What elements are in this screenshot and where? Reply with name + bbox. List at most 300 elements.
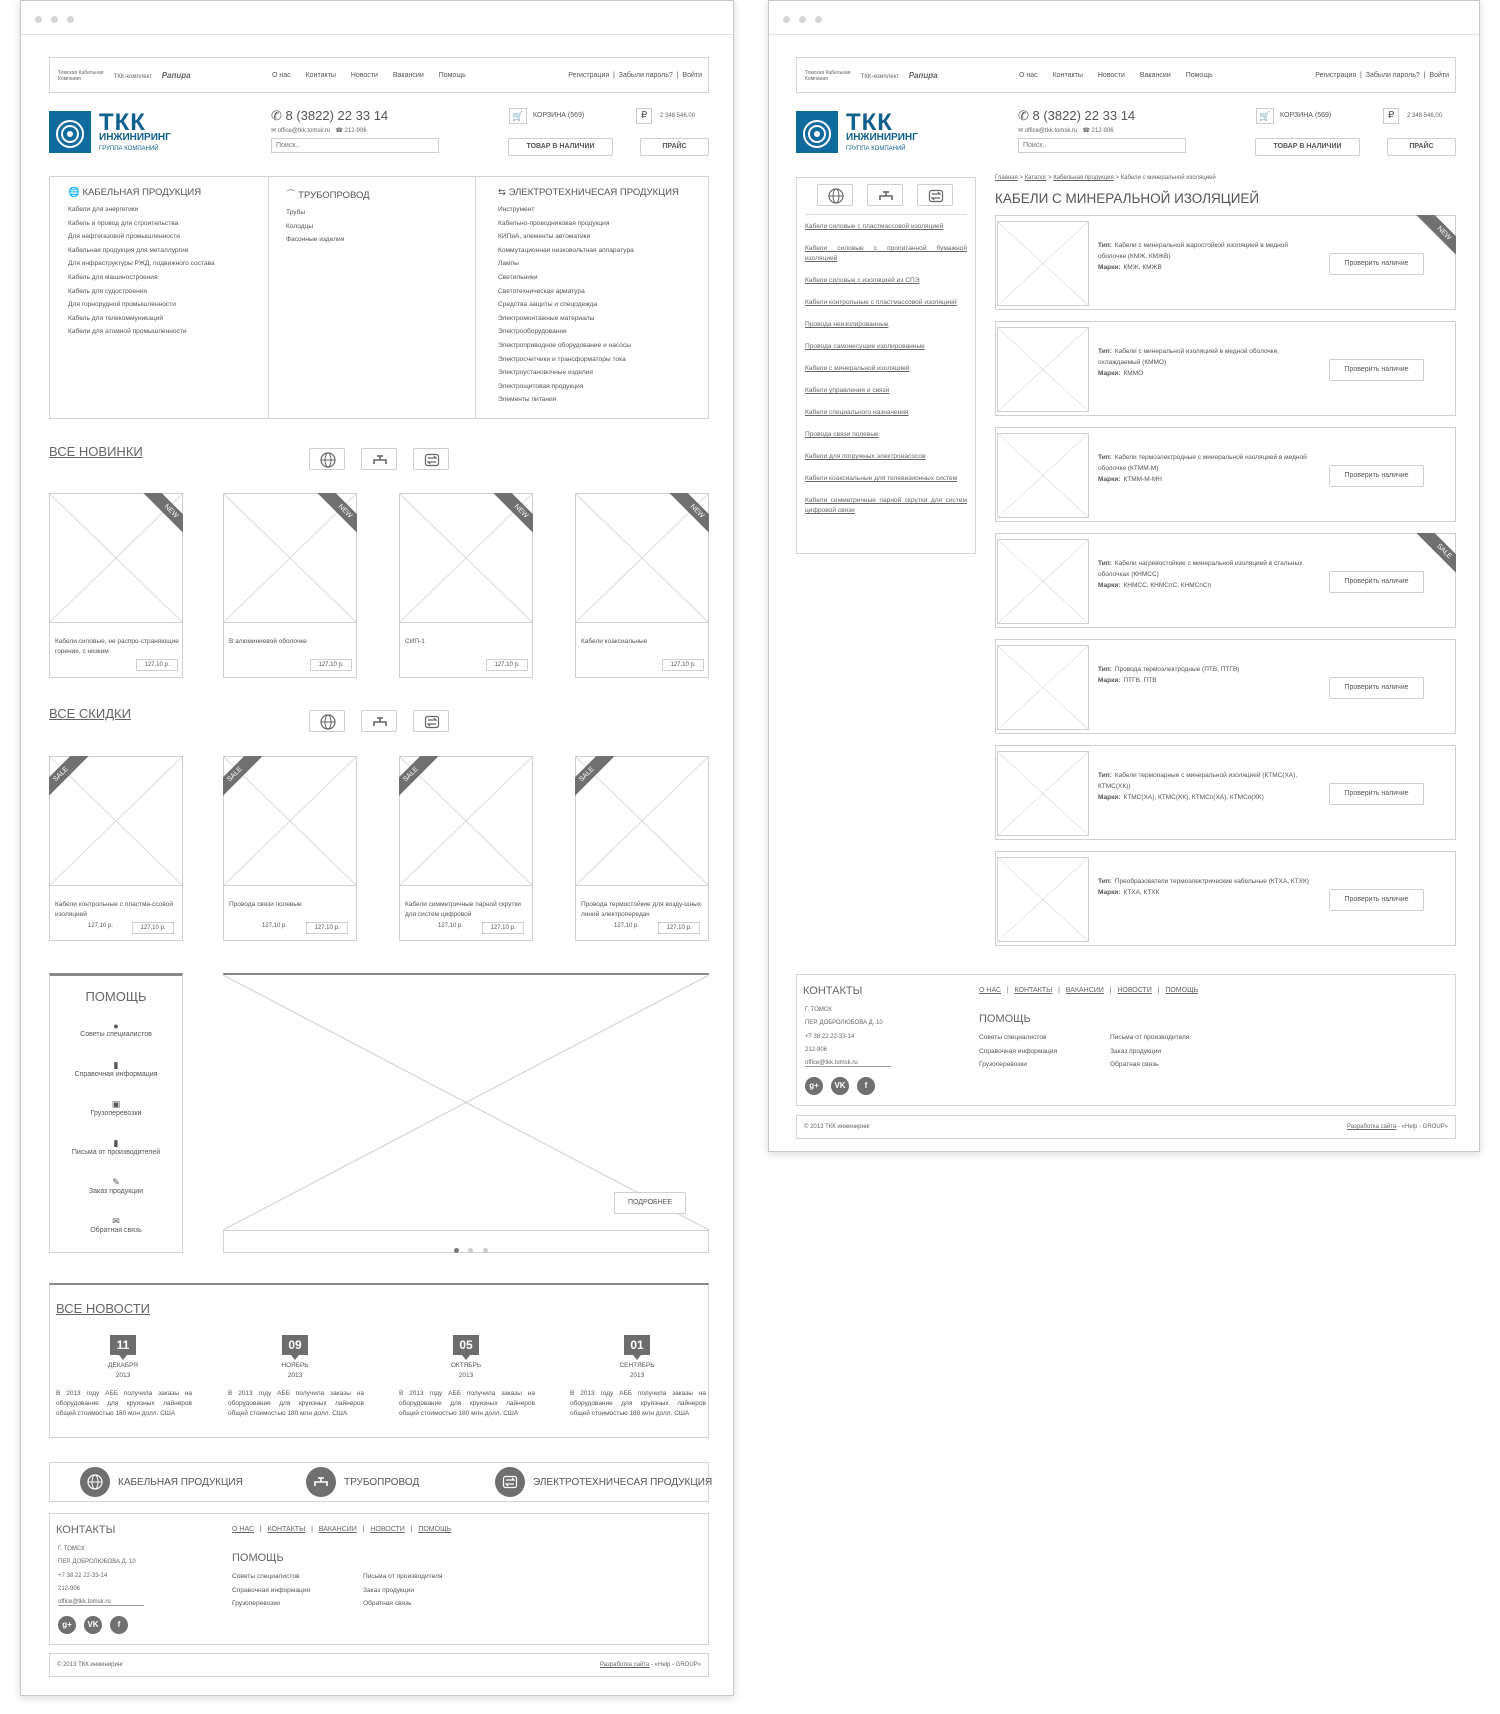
catalog-link[interactable]: Кабельная продукция для металлургии	[68, 246, 189, 254]
check-availability-button[interactable]: Проверить наличие	[1329, 253, 1424, 275]
catalog-link[interactable]: Для горнорудной промышленности	[68, 301, 176, 309]
auth-links: Регистрация | Забыли пароль? | Войти	[568, 72, 702, 79]
catalog-product-card[interactable]	[995, 533, 1456, 628]
new-ribbon	[307, 493, 357, 543]
catalog-link[interactable]: Фасонные изделия	[286, 236, 345, 244]
product-name: В алюминиевой оболочке	[229, 638, 307, 645]
banner-slider	[223, 973, 709, 1253]
catalog-link[interactable]: Для инфраструктуры РЖД, подвижного состава	[68, 260, 215, 268]
footer-email[interactable]: office@tkk.tomsk.ru	[805, 1060, 891, 1067]
news-month: СЕНТЯБРЬ	[619, 1362, 655, 1369]
news-month: ОКТЯБРЬ	[450, 1362, 482, 1369]
footer-nav-vacancies[interactable]: ВАКАНСИИ	[318, 1526, 357, 1533]
footer-help-link[interactable]: Справочная информация	[232, 1586, 311, 1594]
catalog-pipe-list	[286, 206, 370, 247]
slider-dot[interactable]	[483, 1248, 488, 1253]
product-old-price: 127,10 р.	[262, 923, 288, 929]
catalog-electro-column	[498, 187, 679, 407]
catalog-link[interactable]: Коммутационная низковольтная аппаратура	[498, 246, 634, 254]
globe-icon	[320, 714, 336, 730]
footer-city: Г. ТОМСК	[805, 1007, 832, 1013]
check-availability-button[interactable]: Проверить наличие	[1329, 677, 1424, 699]
check-availability-button[interactable]: Проверить наличие	[1329, 465, 1424, 487]
new-ribbon-label: NEW	[664, 493, 709, 543]
in-stock-button[interactable]: ТОВАР В НАЛИЧИИ	[508, 138, 613, 156]
catalog-link[interactable]: Трубы	[286, 209, 306, 216]
partner-logo-rapira[interactable]: Рапира	[908, 70, 938, 80]
type-label: Тип:	[1098, 242, 1112, 249]
phone-icon: ☎	[1082, 128, 1090, 134]
footer-email[interactable]: office@tkk.tomsk.ru	[58, 1599, 144, 1606]
footer-nav-contacts[interactable]: КОНТАКТЫ	[267, 1526, 306, 1533]
product-type	[1098, 558, 1313, 580]
footer-help-col1	[979, 1031, 1057, 1072]
electro-category-icon[interactable]	[495, 1467, 525, 1497]
footer-nav-news[interactable]: НОВОСТИ	[1117, 987, 1152, 994]
vk-icon[interactable]: VK	[84, 1616, 102, 1634]
news-date-badge[interactable]: 05	[453, 1335, 479, 1355]
check-availability-button[interactable]: Проверить наличие	[1329, 571, 1424, 593]
logo-icon	[796, 111, 838, 153]
phone-icon: ☎	[335, 128, 343, 134]
catalog-link[interactable]: Средства защиты и спецодежда	[498, 301, 598, 309]
sale-ribbon	[223, 756, 273, 806]
product-card[interactable]	[49, 756, 183, 941]
product-image	[997, 857, 1089, 942]
home-page-window	[20, 0, 734, 1696]
product-image	[997, 539, 1089, 624]
nav-news[interactable]: Новости	[1097, 72, 1125, 79]
type-label: Тип:	[1098, 878, 1112, 885]
developer-link[interactable]: Разработка сайта	[1346, 1124, 1397, 1130]
sidebar-link[interactable]: Провода связи полевые	[805, 431, 879, 438]
help-item-shipping[interactable]: ▣ Грузоперевозки	[50, 1099, 182, 1138]
slider-dot-active[interactable]	[454, 1248, 459, 1253]
window-dot	[35, 16, 42, 23]
product-marks	[1098, 474, 1313, 485]
catalog-product-card[interactable]	[995, 427, 1456, 522]
product-image	[997, 645, 1089, 730]
news-date-badge[interactable]: 01	[624, 1335, 650, 1355]
sidebar-link[interactable]: Кабели силовые с изоляцией из СПЭ	[805, 277, 920, 284]
type-value: Преобразователи термоэлектрические кабельные (КТХА, КТХК)	[1114, 878, 1309, 885]
nav-contacts[interactable]: Контакты	[1052, 72, 1083, 79]
news-title[interactable]: ВСЕ НОВОСТИ	[56, 1301, 151, 1316]
product-description	[1098, 876, 1313, 898]
nav-about[interactable]: О нас	[1019, 72, 1038, 79]
breadcrumb-home[interactable]: Главная	[995, 175, 1018, 181]
catalog-link[interactable]: Кабельно-проводниковая продукция	[498, 219, 610, 227]
footer-help-link[interactable]: Советы специалистов	[979, 1034, 1047, 1041]
product-old-price: 127,10 р.	[88, 923, 114, 929]
facebook-icon[interactable]: f	[857, 1077, 875, 1095]
banner-more-button[interactable]: ПОДРОБНЕЕ	[614, 1192, 686, 1214]
nav-contacts[interactable]: Контакты	[305, 72, 336, 79]
help-item-order[interactable]: ✎ Заказ продукции	[50, 1177, 182, 1216]
catalog-pipe-title[interactable]: ⌒ ТРУБОПРОВОД	[286, 190, 370, 201]
ruble-icon: ₽	[636, 108, 652, 124]
footer-help-link[interactable]: Грузоперевозки	[232, 1600, 280, 1608]
footer-help-col2	[1110, 1031, 1189, 1072]
footer-help-link[interactable]: Советы специалистов	[232, 1573, 300, 1580]
product-card[interactable]	[575, 756, 709, 941]
partner-logo-tkk[interactable]: Томская Кабельная Компания	[805, 70, 851, 82]
cart-icon: 🛒	[1256, 108, 1274, 124]
filter-tab-pipe[interactable]	[361, 448, 397, 470]
footer-help-link[interactable]: Письма от производителя	[363, 1573, 443, 1580]
product-card[interactable]	[399, 756, 533, 941]
product-type	[1098, 346, 1313, 368]
filter-tab-electro[interactable]	[413, 448, 449, 470]
product-name: Кабели симметричные парной скрутки для систем цифровой	[405, 901, 521, 918]
category-row	[49, 1462, 713, 1502]
new-ribbon	[659, 493, 709, 543]
marks-label: Марки:	[1098, 677, 1121, 684]
catalog-divider	[475, 177, 476, 418]
search-input[interactable]	[1018, 138, 1186, 153]
catalog-link[interactable]: Инструмент	[498, 206, 535, 213]
news-month: НОЯБРЬ	[281, 1362, 309, 1369]
price-list-button[interactable]: ПРАЙС	[640, 138, 709, 156]
footer-nav-about[interactable]: О НАС	[979, 987, 1002, 994]
footer-nav-help[interactable]: ПОМОЩЬ	[1165, 987, 1199, 994]
catalog-link[interactable]: Электромонтажные материалы	[498, 314, 595, 322]
catalog-link[interactable]: Элементы питания	[498, 396, 557, 404]
marks-label: Марки:	[1098, 794, 1121, 801]
check-availability-button[interactable]: Проверить наличие	[1329, 783, 1424, 805]
breadcrumb: Главная > Каталог > Кабельная продукция > Кабели с минеральной изоляцией	[995, 175, 1216, 181]
marks-value: КММО	[1123, 370, 1144, 377]
catalog-divider	[268, 177, 269, 418]
cable-category-label[interactable]: КАБЕЛЬНАЯ ПРОДУКЦИЯ	[118, 1477, 243, 1488]
type-value: Кабели термопарные с минеральной изоляцией (КТМС(ХА), КТМС(ХК))	[1098, 772, 1298, 790]
nav-news[interactable]: Новости	[350, 72, 378, 79]
catalog-link[interactable]: Кабели для атомной промышленности	[68, 328, 187, 336]
nav-vacancies[interactable]: Вакансии	[1139, 72, 1171, 79]
product-name: Кабели силовые, не распро-страняющие горение, с низким	[55, 638, 179, 655]
product-type	[1098, 664, 1313, 675]
product-card[interactable]	[223, 756, 357, 941]
speech-icon: ●	[113, 1021, 119, 1031]
nav-help[interactable]: Помощь	[1185, 72, 1213, 79]
footer-nav-about[interactable]: О НАС	[232, 1526, 255, 1533]
catalog-link[interactable]: Кабель и провод для строительства	[68, 219, 179, 227]
partner-logo-tkk-komplekt[interactable]: ТКК-комплект	[113, 73, 153, 80]
catalog-link[interactable]: Светотехническая арматура	[498, 287, 585, 295]
news-year: 2013	[629, 1372, 645, 1379]
globe-icon: 🌐	[68, 187, 80, 198]
forgot-password-link[interactable]: Забыли пароль?	[1365, 72, 1420, 79]
sidebar-link[interactable]: Кабели силовые с пластмассовой изоляцией	[805, 223, 944, 230]
filter-tab-electro[interactable]	[413, 710, 449, 732]
brand-sub: ИНЖИНИРИНГ	[99, 132, 171, 143]
catalog-cable-title[interactable]: 🌐 КАБЕЛЬНАЯ ПРОДУКЦИЯ	[68, 187, 202, 198]
switch-icon	[502, 1474, 518, 1490]
sidebar-link[interactable]: Кабели специального назначения	[805, 409, 909, 416]
catalog-link[interactable]: Кабель для судостроения	[68, 287, 147, 295]
login-link[interactable]: Войти	[1429, 72, 1449, 79]
balance-value: 2 348 546,00	[660, 113, 696, 119]
catalog-link[interactable]: КИПиА, элементы автоматики	[498, 233, 591, 241]
product-card[interactable]	[575, 493, 709, 678]
google-plus-icon[interactable]: g+	[58, 1616, 76, 1634]
marks-value: КТМС(ХА), КТМС(ХК), КТМСп(ХА), КТМСп(ХК)	[1123, 794, 1264, 801]
new-section-title[interactable]: ВСЕ НОВИНКИ	[49, 444, 143, 459]
product-description	[1098, 558, 1313, 591]
sidebar-tab-cable[interactable]	[817, 184, 853, 206]
footer-help-link[interactable]: Справочная информация	[979, 1047, 1058, 1055]
sidebar-link[interactable]: Кабели силовые с пропитанной бумажной изоляцией	[805, 245, 967, 262]
sidebar-link[interactable]: Кабели для погружных электронасосов	[805, 453, 926, 460]
developer-credit: Разработка сайта - «Help - GROUP»	[599, 1662, 701, 1668]
login-link[interactable]: Войти	[682, 72, 702, 79]
switch-icon: ⇆	[498, 187, 506, 198]
catalog-link[interactable]: Электроустановочные изделия	[498, 369, 593, 377]
news-year: 2013	[458, 1372, 474, 1379]
catalog-link[interactable]: Для нефтегазовой промышленности	[68, 233, 180, 241]
marks-value: ПТГВ, ПТВ	[1123, 677, 1157, 684]
catalog-link[interactable]: Электрощитовая продукция	[498, 382, 584, 390]
catalog-sidebar	[796, 177, 976, 554]
type-label: Тип:	[1098, 666, 1112, 673]
footer-help-link[interactable]: Заказ продукции	[363, 1586, 415, 1594]
product-description	[1098, 664, 1313, 686]
product-price: 127,10 р.	[310, 659, 352, 671]
catalog-cable-column	[68, 187, 215, 339]
help-item-feedback[interactable]: ✉ Обратная связь	[50, 1216, 182, 1255]
product-type	[1098, 876, 1313, 887]
phone: ✆ 8 (3822) 22 33 14	[1018, 108, 1136, 123]
book-icon: ▮	[113, 1060, 119, 1070]
type-value: Кабели с минеральной жаростойкой изоляцией в медной оболочке (КМЖ, КМЖВ)	[1098, 242, 1289, 260]
price-list-button[interactable]: ПРАЙС	[1387, 138, 1456, 156]
catalog-link[interactable]: Электросчетчики и трансформаторы тока	[498, 355, 626, 363]
product-name: Провода термостойкие для возду-шных линий электропередач	[581, 901, 702, 918]
electro-category-label[interactable]: ЭЛЕКТРОТЕХНИЧЕСАЯ ПРОДУКЦИЯ	[533, 1477, 713, 1488]
faucet-icon	[313, 1474, 329, 1490]
product-marks	[1098, 580, 1313, 591]
partner-logos	[805, 70, 975, 84]
sale-ribbon	[49, 756, 99, 806]
slider-dots	[454, 1240, 488, 1258]
header-ext: 212-906	[344, 128, 367, 134]
product-card[interactable]	[399, 493, 533, 678]
product-card[interactable]	[49, 493, 183, 678]
sidebar-link[interactable]: Кабели симметричные парной скрутки для систем цифровой связи	[805, 497, 967, 514]
faucet-icon: ⌒	[286, 190, 296, 201]
sidebar-tab-pipe[interactable]	[867, 184, 903, 206]
developer-link[interactable]: Разработка сайта	[599, 1662, 650, 1668]
sidebar-link[interactable]: Кабели коаксиальные для телевизионных систем	[805, 475, 958, 482]
in-stock-button[interactable]: ТОВАР В НАЛИЧИИ	[1255, 138, 1360, 156]
breadcrumb-cable[interactable]: Кабельная продукция	[1053, 175, 1114, 181]
search-input[interactable]	[271, 138, 439, 153]
catalog-product-card[interactable]	[995, 745, 1456, 840]
logo-icon	[49, 111, 91, 153]
product-type	[1098, 770, 1313, 792]
sidebar-link[interactable]: Провода неизолированные	[805, 321, 889, 328]
type-label: Тип:	[1098, 348, 1112, 355]
product-marks	[1098, 887, 1313, 898]
cart-icon: 🛒	[509, 108, 527, 124]
switch-icon	[424, 714, 440, 730]
footer	[796, 974, 1456, 1106]
type-value: Провода термоэлектродные (ПТВ, ПТГВ)	[1114, 666, 1240, 673]
catalog-link[interactable]: Кабель для телекоммуникаций	[68, 314, 164, 322]
google-plus-icon[interactable]: g+	[805, 1077, 823, 1095]
logo[interactable]	[49, 111, 189, 155]
sidebar-divider	[805, 214, 967, 215]
filter-tab-pipe[interactable]	[361, 710, 397, 732]
product-card[interactable]	[223, 493, 357, 678]
sale-ribbon-label: SALE	[399, 756, 444, 806]
filter-tab-cable[interactable]	[309, 710, 345, 732]
catalog-product-card[interactable]	[995, 215, 1456, 310]
globe-icon	[828, 188, 844, 204]
footer-nav-help[interactable]: ПОМОЩЬ	[418, 1526, 452, 1533]
filter-tab-cable[interactable]	[309, 448, 345, 470]
sale-ribbon	[399, 756, 449, 806]
breadcrumb-catalog[interactable]: Каталог	[1024, 175, 1047, 181]
footer-nav-contacts[interactable]: КОНТАКТЫ	[1014, 987, 1053, 994]
sidebar-link[interactable]: Кабели с минеральной изоляцией	[805, 365, 910, 372]
footer	[49, 1513, 709, 1645]
footer-nav-vacancies[interactable]: ВАКАНСИИ	[1065, 987, 1104, 994]
partner-logos	[58, 70, 228, 84]
footer-help-link[interactable]: Заказ продукции	[1110, 1047, 1162, 1055]
ruble-icon: ₽	[1383, 108, 1399, 124]
main-menu	[272, 72, 466, 79]
cable-category-icon[interactable]	[80, 1467, 110, 1497]
window-dot	[783, 16, 790, 23]
register-link[interactable]: Регистрация	[568, 72, 610, 79]
catalog-link[interactable]: Кабель для машиностроения	[68, 273, 158, 281]
catalog-product-card[interactable]	[995, 639, 1456, 734]
switch-icon	[424, 452, 440, 468]
sidebar-links	[805, 222, 967, 528]
catalog-link[interactable]: Колодцы	[286, 222, 314, 230]
product-marks	[1098, 792, 1313, 803]
pipe-category-label[interactable]: ТРУБОПРОВОД	[344, 1477, 420, 1488]
new-ribbon-label: NEW	[138, 493, 183, 543]
help-item-reference[interactable]: ▮ Справочная информация	[50, 1060, 182, 1099]
logo[interactable]	[796, 111, 936, 155]
catalog-product-card[interactable]	[995, 851, 1456, 946]
marks-value: КНМСС, КНМСпС, КНМСпСп	[1123, 582, 1212, 589]
header-email[interactable]: office@tkk.tomsk.ru	[277, 128, 331, 134]
type-label: Тип:	[1098, 772, 1112, 779]
sale-section-title[interactable]: ВСЕ СКИДКИ	[49, 706, 131, 721]
footer-contacts-title: КОНТАКТЫ	[803, 985, 863, 997]
help-item-advice[interactable]: ● Советы специалистов	[50, 1021, 182, 1060]
help-item-letters[interactable]: ▮ Письма от производителей	[50, 1138, 182, 1177]
catalog-pipe-column	[286, 187, 370, 247]
catalog-cable-list	[68, 203, 215, 339]
forgot-password-link[interactable]: Забыли пароль?	[618, 72, 673, 79]
footer-nav: О НАС | КОНТАКТЫ | ВАКАНСИИ | НОВОСТИ | ПОМОЩЬ	[232, 1526, 452, 1533]
sale-ribbon	[1406, 533, 1456, 583]
type-value: Кабели нагревостойкие с минеральной изоляцией в стальных оболочках (КНМСС)	[1098, 560, 1303, 578]
header-email[interactable]: office@tkk.tomsk.ru	[1024, 128, 1078, 134]
help-block	[49, 973, 183, 1253]
catalog-link[interactable]: Лампы	[498, 260, 519, 268]
sidebar-tab-electro[interactable]	[917, 184, 953, 206]
news-block	[49, 1283, 709, 1438]
footer-help-link[interactable]: Обратная связь	[1110, 1061, 1159, 1069]
nav-about[interactable]: О нас	[272, 72, 291, 79]
nav-help[interactable]: Помощь	[438, 72, 466, 79]
new-ribbon	[483, 493, 533, 543]
footer-address: ПЕР. ДОБРОЛЮБОВА Д. 10	[805, 1020, 883, 1026]
check-availability-button[interactable]: Проверить наличие	[1329, 889, 1424, 911]
sidebar-link[interactable]: Провода самонесущие изолированные	[805, 343, 925, 350]
sale-ribbon-label: SALE	[223, 756, 268, 806]
type-value: Кабели термоэлектродные с минеральной изоляцией в медной оболочке (КТММ-М)	[1098, 454, 1307, 472]
partner-logo-tkk[interactable]: Томская Кабельная Компания	[58, 70, 104, 82]
facebook-icon[interactable]: f	[110, 1616, 128, 1634]
pipe-category-icon[interactable]	[306, 1467, 336, 1497]
news-text[interactable]: В 2013 году АББ получила заказы на оборудование для круизных лайнеров общей стоимостью 180 млн долл. США	[228, 1390, 364, 1417]
marks-label: Марки:	[1098, 370, 1121, 377]
product-name: Провода связи полевые	[229, 901, 302, 908]
register-link[interactable]: Регистрация	[1315, 72, 1357, 79]
sale-ribbon	[575, 756, 625, 806]
brand-name: ТКК	[99, 109, 146, 136]
news-text[interactable]: В 2013 году АББ получила заказы на оборудование для круизных лайнеров общей стоимостью 180 млн долл. США	[570, 1390, 706, 1417]
news-date-badge[interactable]: 11	[110, 1335, 136, 1355]
catalog-link[interactable]: Электроприводное оборудование и насосы	[498, 341, 631, 349]
document-icon: ▮	[113, 1138, 119, 1148]
footer-help-link[interactable]: Письма от производителя	[1110, 1034, 1190, 1041]
catalog-link[interactable]: Электрооборудование	[498, 328, 567, 336]
product-description	[1098, 452, 1313, 485]
footer-nav: О НАС | КОНТАКТЫ | ВАКАНСИИ | НОВОСТИ | ПОМОЩЬ	[979, 987, 1199, 994]
brand-group: ГРУППА КОМПАНИЙ	[846, 146, 906, 152]
footer-help-link[interactable]: Обратная связь	[363, 1600, 412, 1608]
nav-vacancies[interactable]: Вакансии	[392, 72, 424, 79]
sidebar-link[interactable]: Кабели управления и связи	[805, 387, 890, 394]
partner-logo-tkk-komplekt[interactable]: ТКК-комплект	[860, 73, 900, 80]
footer-ext: 212-906	[58, 1586, 81, 1592]
phone-number: 8 (3822) 22 33 14	[285, 108, 389, 123]
footer-help-link[interactable]: Грузоперевозки	[979, 1061, 1027, 1069]
ribbon-label: SALE	[1411, 533, 1456, 583]
faucet-icon	[372, 452, 388, 468]
news-text[interactable]: В 2013 году АББ получила заказы на оборудование для круизных лайнеров общей стоимостью 180 млн долл. США	[399, 1390, 535, 1417]
catalog-electro-title[interactable]: ⇆ ЭЛЕКТРОТЕХНИЧЕСАЯ ПРОДУКЦИЯ	[498, 187, 679, 198]
product-price: 127,10 р.	[136, 659, 178, 671]
news-text[interactable]: В 2013 году АББ получила заказы на оборудование для круизных лайнеров общей стоимостью 180 млн долл. США	[56, 1390, 192, 1417]
footer-nav-news[interactable]: НОВОСТИ	[370, 1526, 405, 1533]
catalog-link[interactable]: Кабели для энергетики	[68, 206, 139, 213]
product-price: 127,10 р.	[486, 659, 528, 671]
product-price: 127,10 р.	[132, 922, 174, 934]
catalog-link[interactable]: Светильники	[498, 273, 538, 281]
catalog-product-card[interactable]	[995, 321, 1456, 416]
sidebar-link[interactable]: Кабели контрольные с пластмассовой изоляцией	[805, 299, 957, 306]
window-dot	[799, 16, 806, 23]
vk-icon[interactable]: VK	[831, 1077, 849, 1095]
header-ext: 212-906	[1091, 128, 1114, 134]
partner-logo-rapira[interactable]: Рапира	[161, 70, 191, 80]
check-availability-button[interactable]: Проверить наличие	[1329, 359, 1424, 381]
copyright-bar	[796, 1115, 1456, 1139]
new-ribbon-label: NEW	[312, 493, 357, 543]
news-date-badge[interactable]: 09	[282, 1335, 308, 1355]
footer-help-title: ПОМОЩЬ	[232, 1552, 284, 1564]
window-dot	[67, 16, 74, 23]
slider-dot[interactable]	[468, 1248, 473, 1253]
